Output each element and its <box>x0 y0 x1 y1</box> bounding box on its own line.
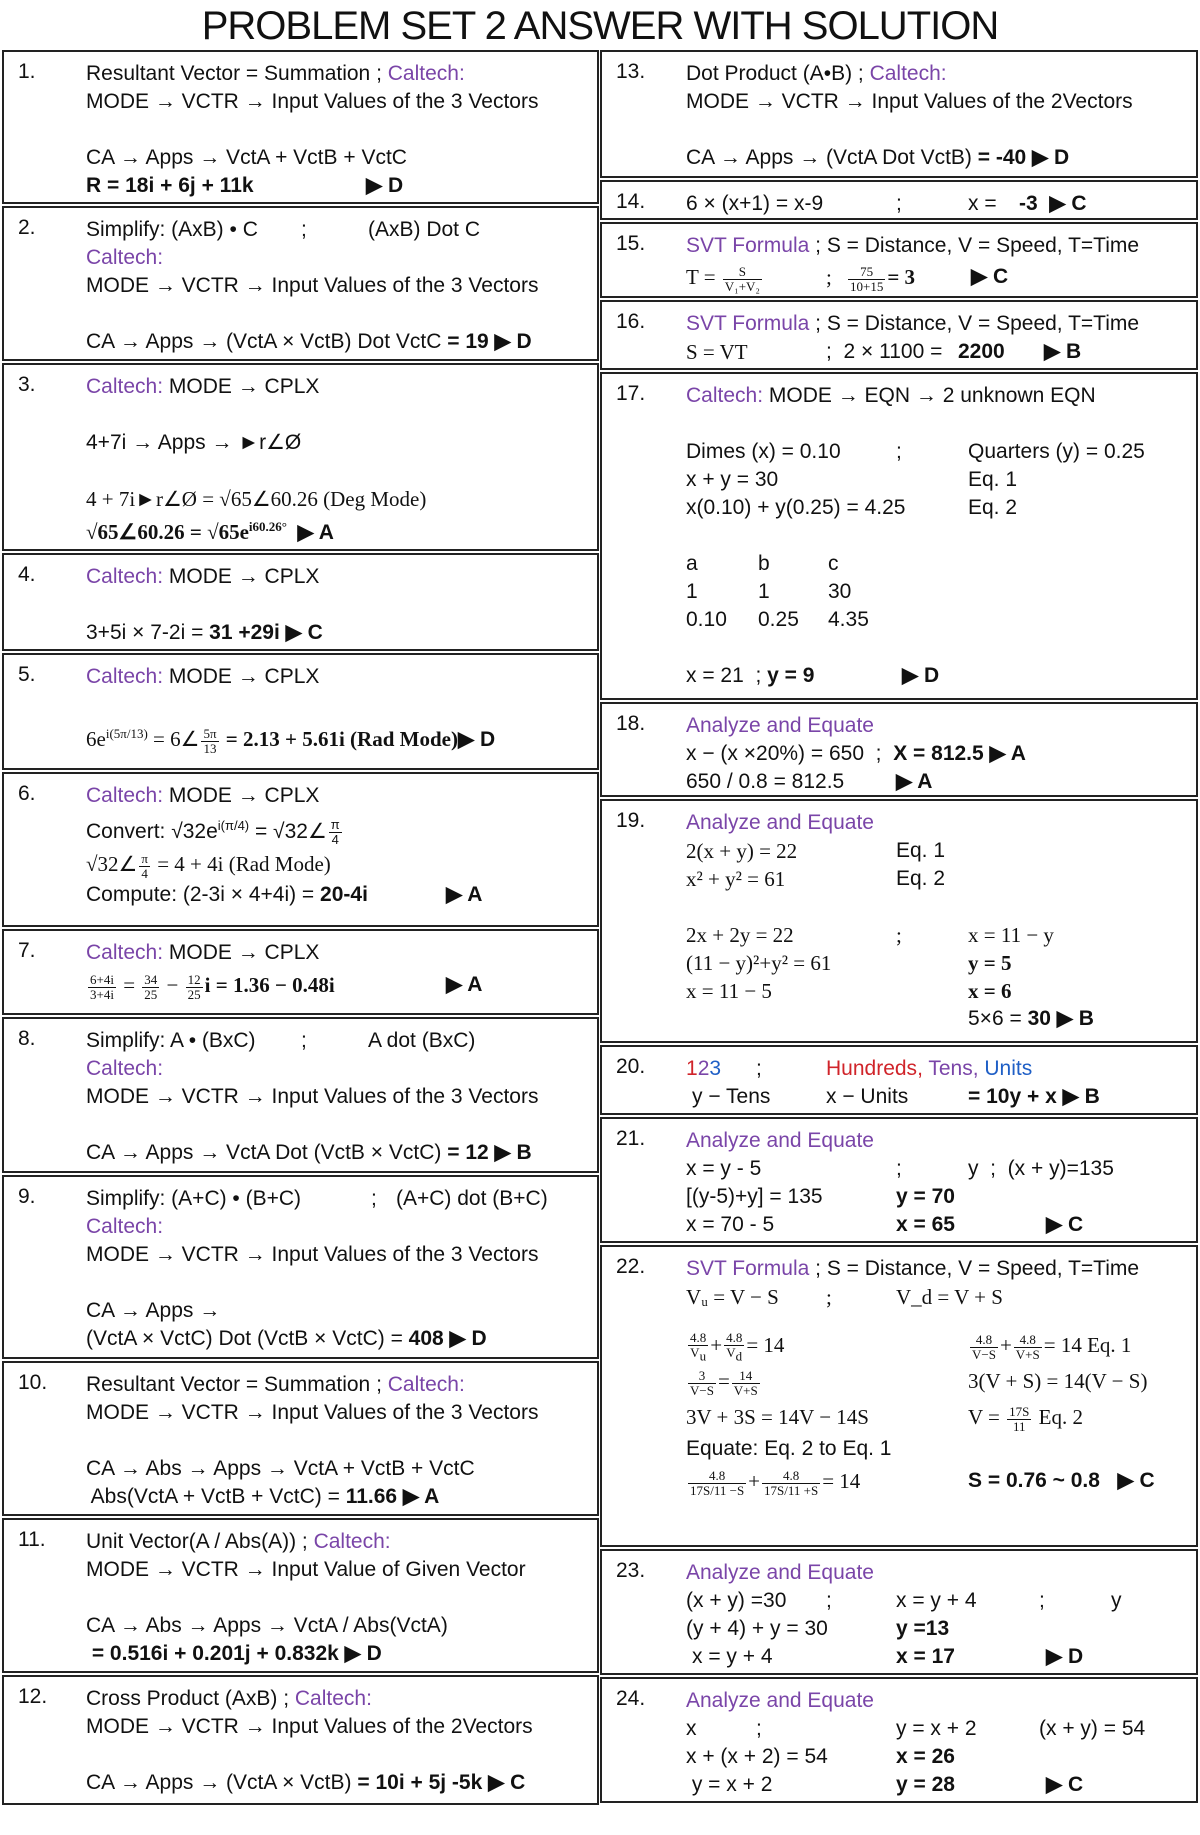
problem-number: 8. <box>18 1027 36 1050</box>
text: ; S = Distance, V = Speed, T=Time <box>809 1257 1140 1280</box>
answer: ▶ A <box>446 973 483 996</box>
text: MODE → VCTR → Input Values of the 3 Vectors <box>86 90 539 113</box>
text: Eq. 2 <box>968 496 1018 519</box>
answer: 31 +29i ▶ C <box>209 621 323 644</box>
text: Dimes (x) = 0.10 <box>686 440 841 463</box>
answer: = 0.516i + 0.201j + 0.832k ▶ D <box>86 1642 382 1665</box>
svt-label: SVT Formula <box>686 312 810 335</box>
text: MODE → VCTR → Input Values of the 3 Vectors <box>86 1401 539 1424</box>
table-cell: 0.10 <box>686 608 727 631</box>
result: = 3 <box>887 265 916 289</box>
problem-number: 13. <box>616 60 646 83</box>
result: i = 1.36 − 0.48i <box>204 973 335 997</box>
text: (y + 4) + y = 30 <box>686 1617 828 1640</box>
result: 2200 <box>958 340 1005 363</box>
numerator: π <box>330 816 340 832</box>
text: 6e <box>86 727 106 751</box>
problem-number: 19. <box>616 809 646 832</box>
result: R = 18i + 6j + 11k <box>86 174 254 197</box>
problem-20 <box>600 1045 1198 1115</box>
problem-4 <box>2 553 599 651</box>
answer: = -40 ▶ D <box>977 146 1070 169</box>
answer: ▶ D <box>1046 1645 1084 1668</box>
caltech-label: Caltech: <box>686 384 764 407</box>
answer: 11.66 ▶ A <box>345 1485 440 1508</box>
denominator: 13 <box>203 740 217 756</box>
denominator: 11 <box>1012 1419 1026 1435</box>
table-cell: c <box>828 552 839 575</box>
caltech-label: Caltech: <box>387 62 465 85</box>
result: x = 65 <box>896 1213 955 1236</box>
text: x(0.10) + y(0.25) = 4.25 <box>686 496 906 519</box>
answer: ▶ D <box>902 664 940 687</box>
answer: ▶ A <box>446 882 483 906</box>
table-cell: 4.35 <box>828 608 869 631</box>
answer: 30 ▶ B <box>1027 1007 1094 1030</box>
text: Eq. 2 <box>896 867 946 890</box>
separator: ; <box>301 218 307 241</box>
text: Unit Vector(A / Abs(A)) ; <box>86 1530 314 1553</box>
problem-number: 6. <box>18 782 36 805</box>
text: Eq. 2 <box>1033 1405 1083 1430</box>
tens-label: Tens <box>928 1057 973 1080</box>
separator: ; <box>896 923 902 947</box>
text: 6 × (x+1) = x-9 <box>686 192 824 215</box>
problem-number: 24. <box>616 1687 646 1710</box>
text: x = <box>968 192 1003 215</box>
numerator: 34 <box>144 971 158 987</box>
separator: ; <box>896 440 902 463</box>
answer: = 19 ▶ D <box>447 330 532 353</box>
problem-number: 16. <box>616 310 646 333</box>
result: X = 812.5 ▶ A <box>893 742 1026 765</box>
problem-number: 21. <box>616 1127 646 1150</box>
answer: 408 ▶ D <box>408 1327 487 1350</box>
text: Abs(VctA + VctB + VctC) = <box>86 1485 346 1508</box>
answer: = 10i + 5j -5k ▶ C <box>357 1771 526 1794</box>
numerator: 6+4i <box>90 971 114 987</box>
denominator: 25 <box>187 986 201 1002</box>
numerator: 17S <box>1009 1404 1030 1420</box>
text: MODE → CPLX <box>163 665 320 688</box>
exponent: i(π/4) <box>217 818 250 833</box>
text: CA → Apps → (VctA × VctB) <box>86 1771 358 1794</box>
text: MODE → CPLX <box>163 941 320 964</box>
denominator: 3+4i <box>90 986 114 1002</box>
text: Simplify: A • (BxC) <box>86 1029 256 1052</box>
caltech-label: Caltech: <box>86 784 164 807</box>
problem-5 <box>2 653 599 770</box>
text: CA → Apps → (VctA × VctB) Dot VctC <box>86 330 442 353</box>
digit-hundreds: 1 <box>686 1057 698 1080</box>
problem-11 <box>2 1518 599 1673</box>
problem-9 <box>2 1175 599 1359</box>
right-column <box>600 50 1198 1805</box>
text: 3(V + S) = 14(V − S) <box>968 1369 1148 1394</box>
text: (A+C) dot (B+C) <box>396 1187 548 1210</box>
text: = 14 <box>822 1469 861 1494</box>
answer: ▶ A <box>297 521 334 544</box>
caltech-label: Caltech: <box>86 246 164 269</box>
problem-17 <box>600 372 1198 700</box>
separator: ; <box>896 192 902 215</box>
text: Dot Product (A•B) ; <box>686 62 870 85</box>
text: Simplify: (A+C) • (B+C) <box>86 1187 302 1210</box>
result: y =13 <box>896 1617 950 1640</box>
text: [(y-5)+y] = 135 <box>686 1185 823 1208</box>
text: Cross Product (AxB) ; <box>86 1687 295 1710</box>
caltech-label: Caltech: <box>294 1687 372 1710</box>
text: MODE → VCTR → Input Values of the 3 Vectors <box>86 1085 539 1108</box>
analyze-label: Analyze and Equate <box>686 1129 874 1152</box>
text: x + y = 30 <box>686 468 779 491</box>
problem-number: 23. <box>616 1559 646 1582</box>
problem-16 <box>600 300 1198 370</box>
text: √32∠ <box>86 852 138 876</box>
exponent: i(5π/13) <box>105 726 148 741</box>
numerator: 75 <box>848 265 885 280</box>
answer: = 10y + x ▶ B <box>968 1085 1100 1108</box>
text: 5×6 = <box>968 1007 1028 1030</box>
result: x = 17 <box>896 1645 955 1668</box>
separator: ; <box>756 1057 762 1080</box>
answer: ▶ B <box>1044 340 1082 363</box>
problem-21 <box>600 1117 1198 1243</box>
text: MODE → VCTR → Input Values of the 3 Vectors <box>86 1243 539 1266</box>
problem-8 <box>2 1017 599 1173</box>
problem-19 <box>600 799 1198 1043</box>
text: Quarters (y) = 0.25 <box>968 440 1145 463</box>
text: MODE → VCTR → Input Value of Given Vector <box>86 1558 526 1581</box>
hundreds-label: Hundreds <box>826 1057 918 1080</box>
text: Resultant Vector = Summation ; <box>86 62 388 85</box>
separator: ; <box>826 1285 832 1309</box>
problem-10 <box>2 1361 599 1516</box>
problem-15 <box>600 222 1198 298</box>
text: ; 2 × 1100 = <box>826 340 949 363</box>
text: y ; (x + y)=135 <box>968 1157 1114 1180</box>
text: 2x + 2y = 22 <box>686 923 794 947</box>
text: x = 11 − y <box>968 923 1054 947</box>
caltech-label: Caltech: <box>869 62 947 85</box>
answer: ▶ A <box>896 770 933 793</box>
caltech-label: Caltech: <box>86 1057 164 1080</box>
text: 3+5i × 7-2i = <box>86 621 210 644</box>
separator: ; <box>301 1029 307 1052</box>
text: A dot (BxC) <box>368 1029 476 1052</box>
text: 650 / 0.8 = 812.5 <box>686 770 845 793</box>
problem-number: 12. <box>18 1685 48 1708</box>
result: √65∠60.26 = √65e <box>86 520 249 544</box>
answer: ▶ C <box>1117 1469 1155 1493</box>
text: x <box>686 1717 697 1740</box>
text: 4+7i → Apps → ►r∠Ø <box>86 431 302 454</box>
problem-number: 7. <box>18 939 36 962</box>
numerator: S <box>723 265 762 280</box>
text: CA → Abs → Apps → VctA + VctB + VctC <box>86 1457 475 1480</box>
text: MODE → VCTR → Input Values of the 3 Vectors <box>86 274 539 297</box>
result: y = 5 <box>968 951 1012 975</box>
problem-12 <box>2 1675 599 1805</box>
text: Simplify: (AxB) • C <box>86 218 258 241</box>
numerator: π <box>141 850 148 866</box>
numerator: 5π <box>203 725 217 741</box>
text: V = <box>968 1405 1006 1430</box>
text: CA → Apps → <box>86 1299 221 1322</box>
problem-22: 22. SVT Formula ; S = Distance, V = Speed, T=Time Vᵤ = V − S ; V_d = V + S $\frac{4.8}{V_u}$ + $\frac{4.8}{V_d}$ = 14 $\frac{4.8}{V-S}$ + $\frac{4.8}{V+S}$ = 14 Eq. 1 $\frac{3}{V-S}$ = $\frac{14}{V+S}$ 3(V + S) = 14(V − S) 3V + 3S = 14V − 14S V = $\frac{17S}{11}$ Eq. 2 Equate: Eq. 2 to Eq. 1 $\frac{4.8}{17S/11 -S}$ + $\frac{4.8}{17S/11 +S}$ = 14 S = 0.76 ~ 0.8 ▶ C <box>600 1245 1198 1547</box>
text: = √32∠ <box>249 820 327 843</box>
text: x − (x ×20%) = 650 ; <box>686 742 894 765</box>
text: Convert: √32e <box>86 820 218 843</box>
text: CA → Apps → VctA + VctB + VctC <box>86 146 407 169</box>
caltech-label: Caltech: <box>86 375 164 398</box>
answer: = 12 ▶ B <box>447 1141 532 1164</box>
text: y − Tens <box>692 1085 771 1108</box>
separator: ; <box>896 1157 902 1180</box>
text: (x + y) =30 <box>686 1589 787 1612</box>
problem-1 <box>2 50 599 204</box>
text: Eq. 1 <box>896 839 946 862</box>
text: MODE → VCTR → Input Values of the 2Vectors <box>86 1715 533 1738</box>
text: MODE → CPLX <box>163 565 320 588</box>
text: T = <box>686 265 721 289</box>
problem-6 <box>2 772 599 927</box>
caltech-label: Caltech: <box>86 1215 164 1238</box>
svt-label: SVT Formula <box>686 1257 810 1280</box>
result: y = 28 <box>896 1773 955 1796</box>
problem-number: 18. <box>616 712 646 735</box>
text: (AxB) Dot C <box>368 218 481 241</box>
page-title: PROBLEM SET 2 ANSWER WITH SOLUTION <box>201 4 999 48</box>
text: x = 21 ; <box>686 664 768 687</box>
answer: ▶ C <box>1046 1213 1084 1236</box>
text: Vᵤ = V − S <box>686 1285 779 1309</box>
answer: ▶ C <box>1046 1773 1084 1796</box>
separator: ; <box>1039 1589 1045 1612</box>
table-cell: a <box>686 552 698 575</box>
text: Compute: (2-3i × 4+4i) = <box>86 882 321 906</box>
text: CA → Apps → VctA Dot (VctB × VctC) <box>86 1141 448 1164</box>
text: CA → Abs → Apps → VctA / Abs(VctA) <box>86 1614 448 1637</box>
table-cell: 30 <box>828 580 852 603</box>
analyze-label: Analyze and Equate <box>686 811 874 834</box>
text: = 4 + 4i (Rad Mode) <box>151 852 331 876</box>
text: x + (x + 2) = 54 <box>686 1745 828 1768</box>
problem-number: 5. <box>18 663 36 686</box>
text: x = y + 4 <box>896 1589 977 1612</box>
answer: ▶ D <box>457 728 496 751</box>
text: MODE → CPLX <box>163 784 320 807</box>
problem-number: 4. <box>18 563 36 586</box>
text: MODE → VCTR → Input Values of the 2Vectors <box>686 90 1133 113</box>
table-cell: 1 <box>686 580 698 603</box>
exponent: i60.26° <box>248 519 287 534</box>
problem-number: 11. <box>18 1528 46 1551</box>
separator: ; <box>826 1589 832 1612</box>
result: = 2.13 + 5.61i (Rad Mode) <box>220 727 458 751</box>
text: x = y + 4 <box>692 1645 773 1668</box>
problem-number: 14. <box>616 190 646 213</box>
text: V_d = V + S <box>896 1285 1003 1309</box>
text: y = x + 2 <box>896 1717 977 1740</box>
text: = 6∠ <box>147 727 200 751</box>
result: x = 26 <box>896 1745 955 1768</box>
separator: ; <box>756 1717 762 1740</box>
problem-number: 2. <box>18 216 36 239</box>
numerator: 12 <box>187 971 201 987</box>
left-column <box>2 50 599 1807</box>
problem-number: 22. <box>616 1255 646 1278</box>
text: CA → Apps → (VctA Dot VctB) <box>686 146 978 169</box>
denominator: 10+15 <box>850 278 884 294</box>
problem-2 <box>2 206 599 361</box>
problem-3 <box>2 363 599 551</box>
text: y <box>1111 1589 1122 1612</box>
problem-number: 20. <box>616 1055 646 1078</box>
text: Eq. 1 <box>968 468 1018 491</box>
text: x = 11 − 5 <box>686 979 772 1003</box>
text: (11 − y)²+y² = 61 <box>686 951 832 975</box>
problem-number: 15. <box>616 232 646 255</box>
analyze-label: Analyze and Equate <box>686 1561 874 1584</box>
text: y = x + 2 <box>686 1773 773 1796</box>
text: ; S = Distance, V = Speed, T=Time <box>809 234 1140 257</box>
text: x − Units <box>826 1085 909 1108</box>
problem-24 <box>600 1677 1198 1803</box>
text: = 14 Eq. 1 <box>1043 1333 1132 1357</box>
result: x = 6 <box>968 979 1012 1003</box>
caltech-label: Caltech: <box>86 665 164 688</box>
text: (VctA × VctC) Dot (VctB × VctC) = <box>86 1327 409 1350</box>
result: y = 70 <box>896 1185 955 1208</box>
answer: ▶ C <box>971 265 1009 288</box>
svt-label: SVT Formula <box>686 234 810 257</box>
problem-number: 1. <box>18 60 36 83</box>
result: 20-4i <box>320 882 368 906</box>
text: (x + y) = 54 <box>1039 1717 1146 1740</box>
text: x = y - 5 <box>686 1157 762 1180</box>
separator: ; <box>826 265 832 289</box>
problem-7: 7. Caltech: MODE → CPLX $\frac{6+4i}{3+4i}$ = $\frac{34}{25}$ − $\frac{12}{25}$ i = 1.36 − 0.48i ▶ A <box>2 929 599 1015</box>
caltech-label: Caltech: <box>86 565 164 588</box>
text: x = 70 - 5 <box>686 1213 775 1236</box>
result: S = 0.76 ~ 0.8 <box>968 1469 1100 1493</box>
digit-units: 3 <box>709 1057 722 1080</box>
answer: -3 ▶ C <box>1019 192 1087 215</box>
separator: ; <box>371 1187 377 1210</box>
problem-13 <box>600 50 1198 178</box>
problem-number: 17. <box>616 382 646 405</box>
text: Equate: Eq. 2 to Eq. 1 <box>686 1437 892 1461</box>
caltech-label: Caltech: <box>387 1373 465 1396</box>
denominator: 25 <box>144 986 158 1002</box>
text: S = VT <box>686 340 748 364</box>
text: 4 + 7i►r∠Ø = √65∠60.26 (Deg Mode) <box>86 487 427 511</box>
text: 3V + 3S = 14V − 14S <box>686 1405 869 1430</box>
problem-14 <box>600 180 1198 220</box>
table-cell: b <box>758 552 770 575</box>
table-cell: 0.25 <box>758 608 799 631</box>
analyze-label: Analyze and Equate <box>686 714 874 737</box>
answer: ▶ D <box>366 174 404 197</box>
text: 2(x + y) = 22 <box>686 839 798 863</box>
problem-18 <box>600 702 1198 797</box>
text: MODE → EQN → 2 unknown EQN <box>763 384 1096 407</box>
table-cell: 1 <box>758 580 770 603</box>
text: MODE → CPLX <box>163 375 320 398</box>
text: ; S = Distance, V = Speed, T=Time <box>809 312 1140 335</box>
units-label: Units <box>984 1057 1033 1080</box>
problem-number: 3. <box>18 373 36 396</box>
text: x² + y² = 61 <box>686 867 786 891</box>
problem-number: 9. <box>18 1185 36 1208</box>
text: = 14 <box>746 1333 785 1357</box>
problem-23 <box>600 1549 1198 1675</box>
denominator: V₁+V₂ <box>724 278 760 294</box>
comma: , <box>972 1057 985 1080</box>
result: y = 9 <box>767 664 815 687</box>
denominator: 4 <box>141 865 148 881</box>
problem-number: 10. <box>18 1371 48 1394</box>
analyze-label: Analyze and Equate <box>686 1689 874 1712</box>
comma: , <box>917 1057 929 1080</box>
text: Resultant Vector = Summation ; <box>86 1373 388 1396</box>
caltech-label: Caltech: <box>86 941 164 964</box>
denominator: 4 <box>331 831 339 847</box>
digit-tens: 2 <box>697 1057 710 1080</box>
caltech-label: Caltech: <box>313 1530 391 1553</box>
